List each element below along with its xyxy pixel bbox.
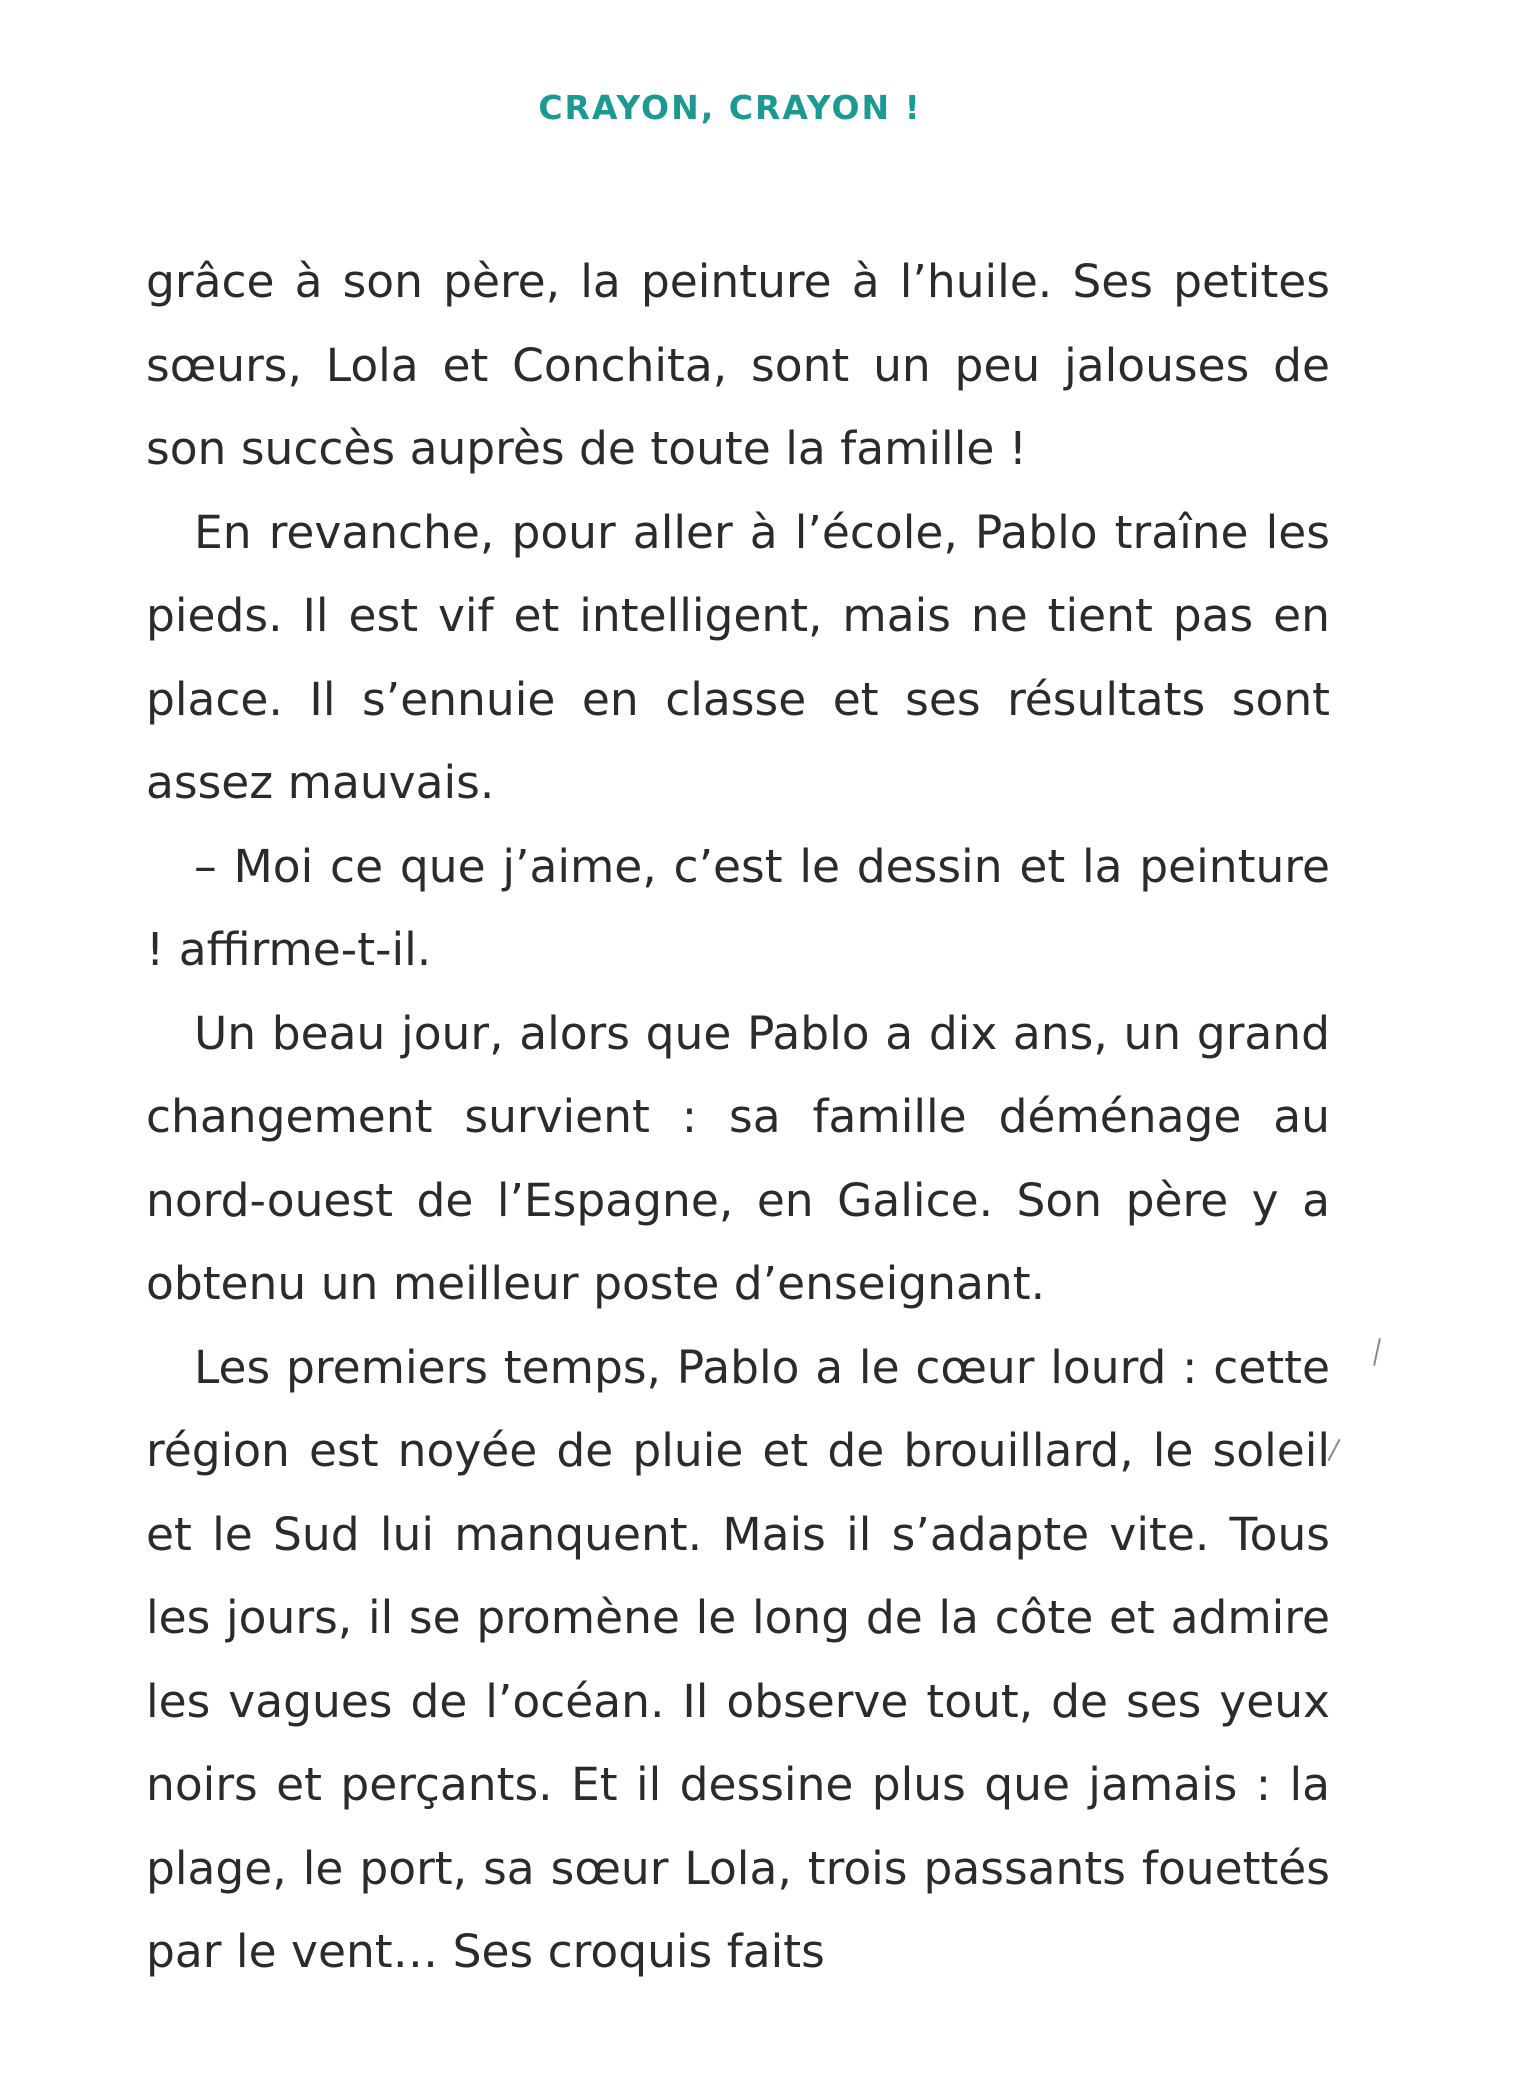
body-text — [146, 240, 1330, 1994]
paragraph-2: En revanche, pour aller à l’école, Pablo traîne les pieds. Il est vif et intelligent, mais ne tient pas en place. Il s’ennuie en classe et ses résultats sont assez mauvais. — [146, 505, 1330, 809]
pencil-mark — [1373, 1338, 1381, 1366]
paragraph-5: Les premiers temps, Pablo a le cœur lourd : cette région est noyée de pluie et de brouillard, le soleil et le Sud lui manquent. Mais il s’adapte vite. Tous les jours, il se promène le long de la côte et admire les vagues de l’océan. Il observe tout, de ses yeux noirs et perçants. Et il dessine plus que jamais : la plage, le port, sa sœur Lola, trois passants fouettés par le vent… Ses croquis faits — [146, 1340, 1330, 1978]
paragraph-3: – Moi ce que j’aime, c’est le dessin et la peinture ! affirme-t-il. — [146, 839, 1330, 976]
running-header: CRAYON, CRAYON ! — [538, 88, 922, 127]
paragraph-4: Un beau jour, alors que Pablo a dix ans, un grand changement survient : sa famille déménage au nord-ouest de l’Espagne, en Galice. Son père y a obtenu un meilleur poste d’enseignant. — [146, 1006, 1330, 1310]
paragraph-1: grâce à son père, la peinture à l’huile. Ses petites sœurs, Lola et Conchita, sont un peu jalouses de son succès auprès de toute la famille ! — [146, 255, 1330, 475]
